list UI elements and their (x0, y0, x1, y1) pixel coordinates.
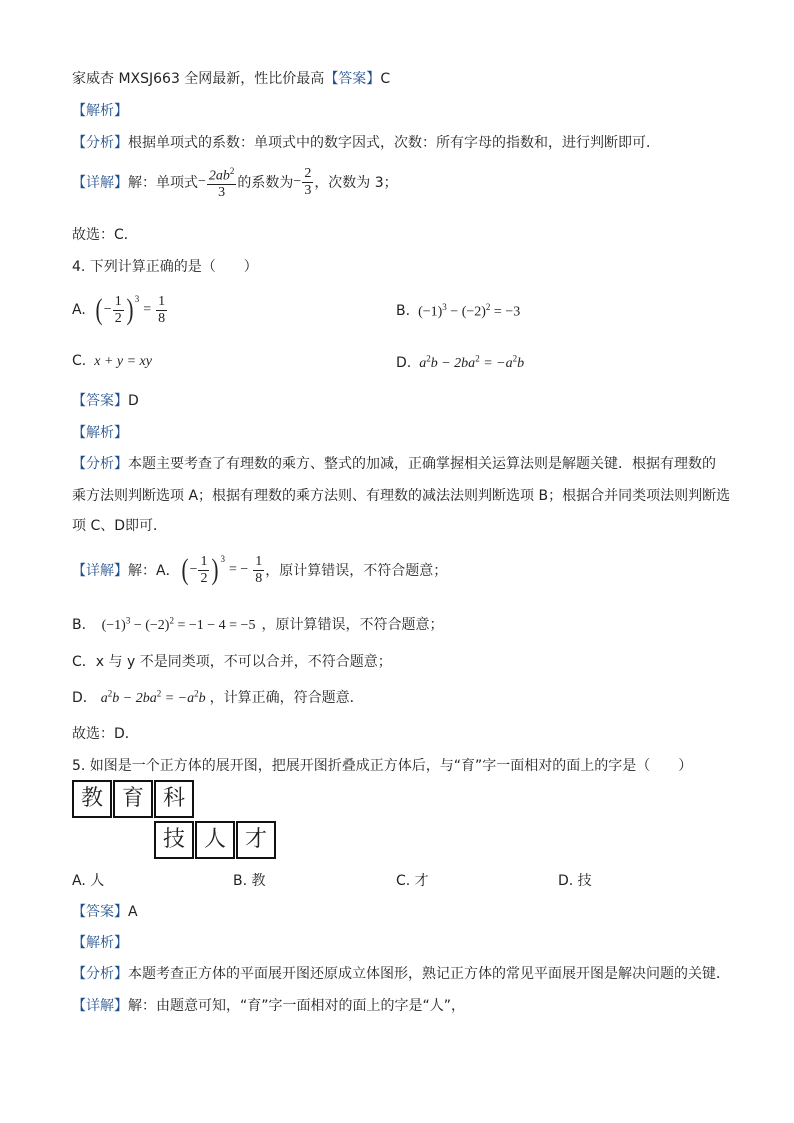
answer-value: C (380, 71, 391, 87)
q5-stem: 5. 如图是一个正方体的展开图，把展开图折叠成正方体后，与“育”字一面相对的面上的字是（ ） (72, 758, 693, 774)
value-numerator: 2 (304, 165, 312, 181)
q3-xiangjie (72, 164, 398, 200)
q4-xiangjie-a: 【详解】 解：A． ( − $\frac{1}{2}$ ) $^3$ = − $\frac{1}{8}$ ，原计算错误，不符合题意； (72, 553, 448, 586)
xiangjie-d-tail: ，计算正确，符合题意． (209, 690, 364, 706)
q4-stem: 4. 下列计算正确的是（ ） (72, 259, 258, 275)
value-denominator: 3 (304, 182, 312, 198)
q3-guxuan: 故选：C． (72, 227, 138, 243)
q3-jiexi-label: 【解析】 (72, 103, 128, 119)
xiangjie-a-tail: ，原计算错误，不符合题意； (265, 563, 448, 579)
coef-numerator: 2ab (208, 168, 230, 184)
option-a-label: A. (72, 302, 86, 318)
coef-denominator: 3 (218, 185, 226, 201)
q3-fenxi (72, 132, 660, 152)
q4-fenxi-line1 (72, 453, 716, 473)
q5-option-c: C. 才 (396, 873, 429, 889)
q5-option-a: A. 人 (72, 873, 105, 889)
answer-value: A (128, 904, 138, 920)
minus-sign: − (198, 174, 206, 189)
xiangjie-tag: 【详解】 (72, 998, 128, 1014)
q4-xiangjie-d: D． $a^2b - 2ba^2 = -a^2b$ ，计算正确，符合题意． (72, 688, 364, 706)
q4-option-b: B. $(-1)^3 - (-2)^2 = -3$ (396, 301, 521, 320)
q5-xiangjie (72, 995, 465, 1015)
xiangjie-text-a: 解：单项式 (128, 175, 198, 191)
q4-guxuan: 故选：D． (72, 726, 139, 742)
q4-jiexi-label: 【解析】 (72, 425, 128, 441)
q4-answer (72, 390, 139, 410)
option-a-result: $\frac{1}{8}$ (158, 293, 166, 326)
answer-value: D (128, 393, 139, 409)
cube-face-bottom-3: 才 (236, 821, 276, 859)
q4-xiangjie-b: B． $(-1)^3 - (-2)^2 = -1 - 4 = -5$ ，原计算错误，不符合题意； (72, 615, 444, 633)
q4-option-c (72, 353, 152, 370)
xiangjie-tag: 【详解】 (72, 175, 128, 191)
monomial-fraction: $\frac{2ab^2}{3}$ (207, 163, 237, 202)
q5-jiexi-label: 【解析】 (72, 935, 128, 951)
answer-tag: 【答案】 (324, 71, 381, 87)
answer-tag: 【答案】 (72, 904, 128, 920)
q5-answer (72, 901, 138, 921)
option-a-fraction: $\frac{1}{2}$ (114, 293, 122, 326)
cube-face-top-2: 育 (113, 780, 153, 818)
q5-option-b: B. 教 (233, 873, 266, 889)
option-c-expr: x + y = xy (94, 354, 152, 369)
xiangjie-b-label: B． (72, 617, 96, 633)
cube-face-bottom-2: 人 (195, 821, 235, 859)
answer-tag: 【答案】 (72, 393, 128, 409)
q4-xiangjie-c: C．x 与 y 不是同类项，不可以合并，不符合题意； (72, 654, 392, 670)
fenxi-tag: 【分析】 (72, 456, 128, 472)
option-d-label: D. (396, 354, 412, 371)
xiangjie-text-c: ，次数为 3； (314, 175, 398, 191)
header-line (72, 68, 390, 88)
q5-option-d: D. 技 (558, 873, 592, 889)
cube-face-bottom-1: 技 (154, 821, 194, 859)
q4-option-a: A. ( − $\frac{1}{2}$ ) $^3$ = $\frac{1}{8}$ (72, 293, 166, 326)
q4-fenxi-line2: 乘方法则判断选项 A；根据有理数的乘方法则、有理数的减法法则判断选项 B；根据合并同类项法则判断选 (72, 488, 731, 504)
coef-value-fraction (302, 166, 313, 199)
cube-face-top-1: 教 (72, 780, 112, 818)
q4-fenxi-line3: 项 C、D即可． (72, 518, 168, 534)
cube-face-top-3: 科 (154, 780, 194, 818)
xiangjie-tag: 【详解】 (72, 563, 128, 579)
xiangjie-b-tail: ，原计算错误，不符合题意； (261, 617, 444, 633)
option-b-label: B. (396, 303, 411, 319)
fenxi-text: 本题考查正方体的平面展开图还原成立体图形，熟记正方体的常见平面展开图是解决问题的关键． (128, 966, 730, 982)
fenxi-tag: 【分析】 (72, 135, 128, 151)
xiangjie-d-label: D． (72, 690, 97, 706)
watermark-text: 家威杏 MXSJ663 全网最新，性比价最高 (72, 71, 325, 87)
fenxi-text-1: 本题主要考查了有理数的乘方、整式的加减，正确掌握相关运算法则是解题关键．根据有理数的 (128, 456, 716, 472)
q4-option-d: D. $a^2b - 2ba^2 = -a^2b$ (396, 353, 525, 371)
minus-sign-2: − (293, 174, 302, 189)
option-c-label: C. (72, 353, 87, 369)
xiangjie-text-b: 的系数为 (237, 175, 294, 191)
fenxi-text: 根据单项式的系数：单项式中的数字因式，次数：所有字母的指数和，进行判断即可． (128, 135, 660, 151)
xiangjie-a-label: 解：A． (128, 563, 180, 579)
xiangjie-text: 解：由题意可知，“育”字一面相对的面上的字是“人”， (128, 998, 466, 1014)
fenxi-tag: 【分析】 (72, 966, 128, 982)
q5-fenxi (72, 963, 730, 983)
